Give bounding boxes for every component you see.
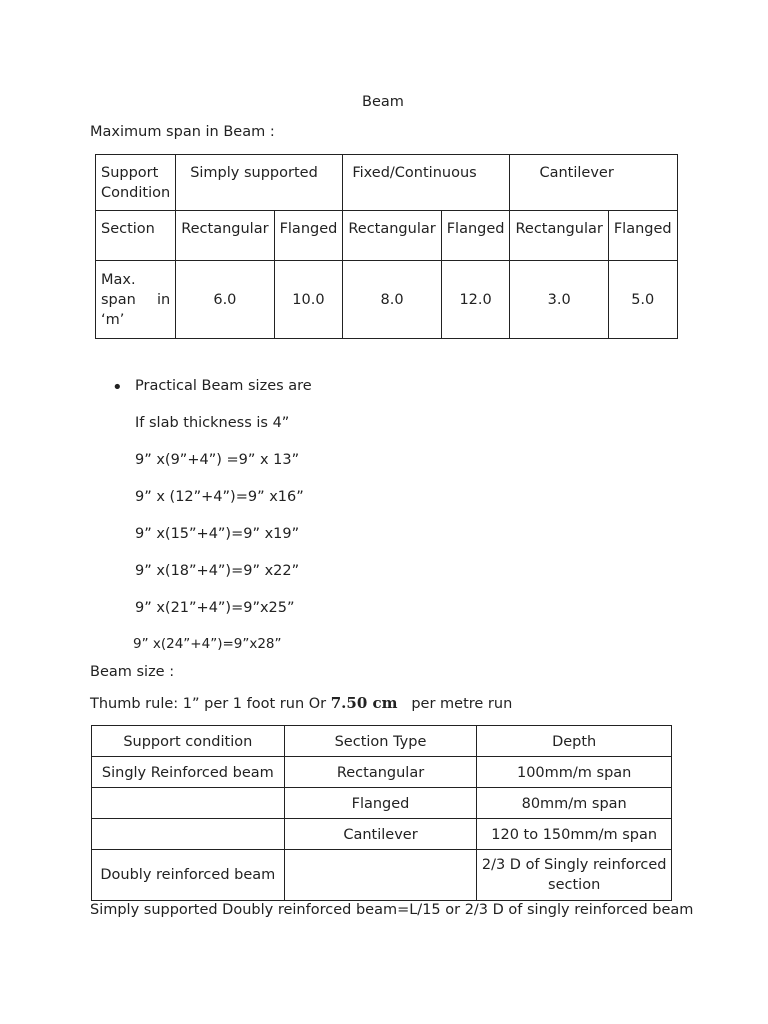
practical-line: 9” x(9”+4”) =9” x 13”: [135, 452, 300, 468]
table-cell: [284, 850, 477, 901]
practical-line: If slab thickness is 4”: [135, 415, 290, 431]
practical-line: 9” x (12”+4”)=9” x16”: [135, 489, 304, 505]
span-value-cell: 3.0: [510, 261, 608, 339]
span-table-row-support: [96, 155, 678, 211]
practical-line: 9” x(24”+4”)=9”x28”: [133, 636, 282, 652]
section-type-cell: Flanged: [608, 211, 677, 261]
span-value-cell: 12.0: [441, 261, 510, 339]
span-table-label-max-span: [96, 261, 176, 339]
thumb-rule-suffix: per metre run: [411, 696, 513, 712]
span-value-cell: 6.0: [176, 261, 274, 339]
practical-sizes-heading: Practical Beam sizes are: [135, 378, 312, 394]
table-cell: Cantilever: [284, 819, 477, 850]
section-type-cell: Rectangular: [510, 211, 608, 261]
table-cell: 2/3 D of Singly reinforced section: [477, 850, 672, 901]
table-row: [92, 757, 672, 788]
column-header: Depth: [477, 726, 672, 757]
label-line: ‘m’: [101, 311, 125, 328]
label-word: span: [101, 291, 136, 308]
thumb-rule-prefix: Thumb rule: 1” per 1 foot run Or: [90, 696, 331, 712]
label-word: in: [156, 291, 171, 308]
span-value-cell: 8.0: [343, 261, 441, 339]
label-line: Max.: [101, 271, 136, 288]
label-line: Condition: [101, 185, 171, 201]
table-row: [92, 819, 672, 850]
table-cell: [92, 788, 285, 819]
depth-table: [91, 725, 672, 901]
span-table-row-values: [96, 261, 678, 339]
depth-table-header-row: [92, 726, 672, 757]
column-header: Support condition: [92, 726, 285, 757]
max-span-heading: Maximum span in Beam :: [90, 124, 275, 140]
column-header: Section Type: [284, 726, 477, 757]
table-cell: Singly Reinforced beam: [92, 757, 285, 788]
section-type-cell: Rectangular: [176, 211, 274, 261]
group-header-fixed-continuous: Fixed/Continuous: [343, 155, 510, 211]
table-row: [92, 850, 672, 901]
span-value-cell: 5.0: [608, 261, 677, 339]
page-title: Beam: [362, 94, 404, 110]
thumb-rule-value: 7.50 cm: [330, 694, 398, 712]
group-header-simply-supported: Simply supported: [176, 155, 343, 211]
practical-line: 9” x(15”+4”)=9” x19”: [135, 526, 300, 542]
table-cell: Rectangular: [284, 757, 477, 788]
table-cell: 120 to 150mm/m span: [477, 819, 672, 850]
table-row: [92, 788, 672, 819]
beam-size-heading: Beam size :: [90, 664, 175, 680]
table-cell: [92, 819, 285, 850]
span-table-label-support: [96, 155, 176, 211]
footer-note: Simply supported Doubly reinforced beam=L/15 or 2/3 D of singly reinforced beam: [90, 902, 694, 918]
group-header-cantilever: Cantilever: [510, 155, 677, 211]
section-type-cell: Rectangular: [343, 211, 441, 261]
bullet-icon: •: [112, 377, 123, 398]
table-cell: Flanged: [284, 788, 477, 819]
table-cell: Doubly reinforced beam: [92, 850, 285, 901]
max-span-table: [95, 154, 678, 339]
thumb-rule-text: [90, 694, 512, 712]
practical-line: 9” x(21”+4”)=9”x25”: [135, 600, 295, 616]
label-line: [101, 290, 170, 310]
section-type-cell: Flanged: [441, 211, 510, 261]
span-table-label-section: Section: [96, 211, 176, 261]
span-value-cell: 10.0: [274, 261, 343, 339]
span-table-row-section: [96, 211, 678, 261]
practical-line: 9” x(18”+4”)=9” x22”: [135, 563, 300, 579]
table-cell: 80mm/m span: [477, 788, 672, 819]
table-cell: 100mm/m span: [477, 757, 672, 788]
section-type-cell: Flanged: [274, 211, 343, 261]
label-line: Support: [101, 165, 159, 181]
